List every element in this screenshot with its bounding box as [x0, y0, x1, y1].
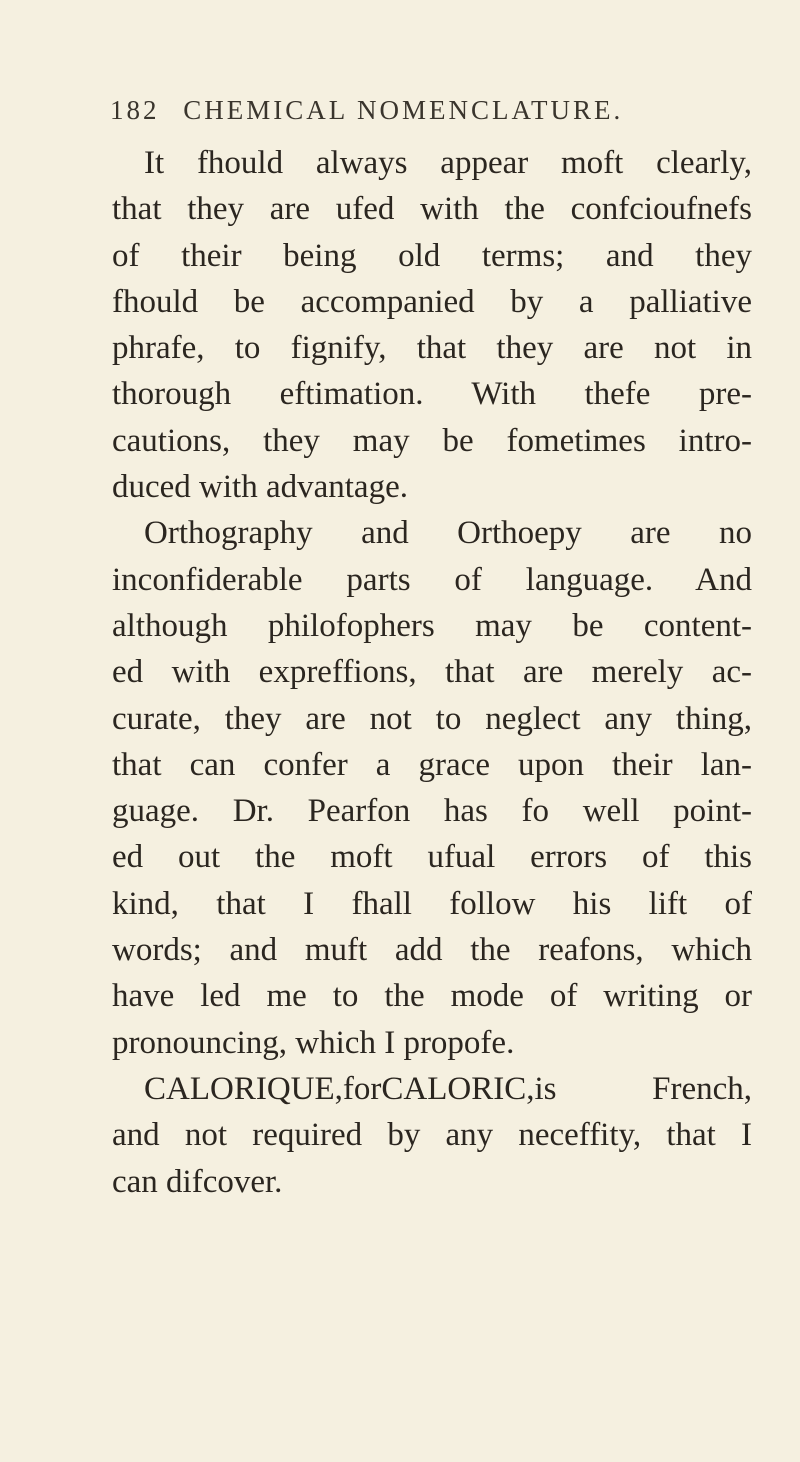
text-line: and not required by any neceffity, that I — [112, 1117, 752, 1154]
text-line: guage. Dr. Pearfon has fo well point- — [112, 793, 752, 830]
text-line: curate, they are not to neglect any thing, — [112, 700, 752, 737]
text-line: It fhould always appear moft clearly, — [144, 145, 752, 181]
text-line: Orthography and Orthoepy are no — [144, 515, 752, 552]
text-line: kind, that I fhall follow his lift of — [112, 885, 752, 922]
page-number: 182 — [110, 95, 160, 125]
text-line: although philofophers may be content- — [112, 607, 752, 644]
text-line: have led me to the mode of writing or — [112, 978, 752, 1015]
text-line: that can confer a grace upon their lan- — [112, 746, 752, 783]
text-line: fhould be accompanied by a palliative — [112, 283, 752, 320]
text-line: inconfiderable parts of language. And — [112, 561, 752, 598]
running-header — [110, 95, 623, 126]
text-line: ed out the moft ufual errors of this — [112, 839, 752, 876]
body-text — [112, 140, 752, 1205]
text-line: ed with expreffions, that are merely ac- — [112, 654, 752, 691]
text-line: phrafe, to fignify, that they are not in — [112, 330, 752, 367]
text-line: CALORIQUE,forCALORIC,is French, — [144, 1070, 752, 1107]
text-line: of their being old terms; and they — [112, 237, 752, 274]
text-line: cautions, they may be fometimes intro- — [112, 422, 752, 459]
text-line: pronouncing, which I propofe. — [112, 1024, 515, 1061]
text-line: words; and muft add the reafons, which — [112, 932, 752, 969]
text-line: can difcover. — [112, 1163, 283, 1200]
text-line: thorough eftimation. With thefe pre- — [112, 376, 752, 413]
text-line: duced with advantage. — [112, 469, 408, 506]
text-line: that they are ufed with the confcioufnefs — [112, 191, 752, 228]
running-title: CHEMICAL NOMENCLATURE. — [183, 95, 624, 125]
